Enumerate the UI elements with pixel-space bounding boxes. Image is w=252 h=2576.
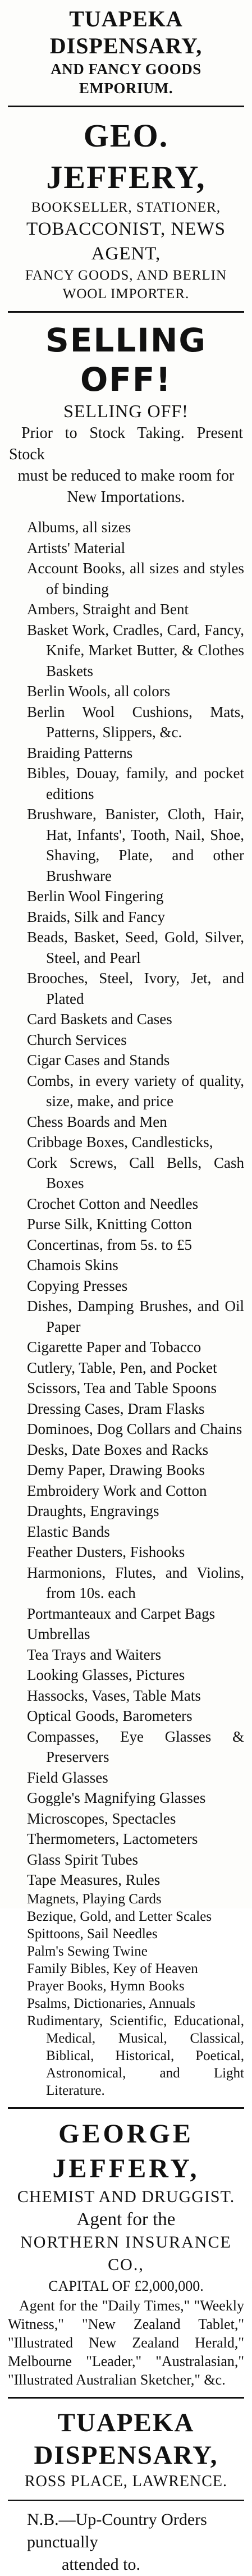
list-item: Looking Glasses, Pictures xyxy=(27,1666,185,1683)
list-item: Glass Spirit Tubes xyxy=(27,1851,139,1868)
list-item: Compasses, Eye Glasses & Preservers xyxy=(27,1728,244,1765)
list-item: Umbrellas xyxy=(27,1625,90,1642)
insurance-company: NORTHERN INSURANCE CO., xyxy=(20,2232,232,2274)
divider xyxy=(8,2397,244,2399)
list-item: Chess Boards and Men xyxy=(27,1113,167,1130)
agent-for-label: Agent for the xyxy=(76,2209,176,2230)
list-item: Artists' Material xyxy=(27,539,126,556)
list-item: Brooches, Steel, Ivory, Jet, and Plated xyxy=(27,970,244,1007)
list-item: Tea Trays and Waiters xyxy=(27,1646,162,1663)
list-item: Beads, Basket, Seed, Gold, Silver, Steel, and Pearl xyxy=(27,929,244,966)
sale-notice-line-2: must be reduced to make room for xyxy=(17,467,235,485)
list-item: Braids, Silk and Fancy xyxy=(27,908,165,925)
orders-note-line-1: N.B.—Up-Country Orders punctually xyxy=(27,2510,207,2551)
list-item: Portmanteaux and Carpet Bags xyxy=(27,1605,216,1622)
dispensary-title: TUAPEKA DISPENSARY, xyxy=(49,6,203,58)
business-line-2: TOBACCONIST, NEWS AGENT, xyxy=(26,219,226,264)
sale-notice-line-3: New Importations. xyxy=(67,488,185,506)
orders-note-line-2: attended to. xyxy=(62,2555,140,2574)
list-item: Family Bibles, Key of Heaven xyxy=(27,1961,198,1976)
divider xyxy=(8,2107,244,2109)
list-item: Demy Paper, Drawing Books xyxy=(27,1461,205,1478)
list-item: Microscopes, Spectacles xyxy=(27,1810,176,1827)
divider xyxy=(8,106,244,107)
list-item: Harmonions, Flutes, and Violins, from 10s. each xyxy=(27,1564,244,1601)
list-item: Card Baskets and Cases xyxy=(27,1011,172,1027)
list-item: Crochet Cotton and Needles xyxy=(27,1195,199,1212)
list-item: Dishes, Damping Brushes, and Oil Paper xyxy=(27,1298,244,1335)
list-item: Hassocks, Vases, Table Mats xyxy=(27,1687,201,1704)
list-item: Embroidery Work and Cotton xyxy=(27,1482,207,1499)
orders-note xyxy=(8,2509,244,2576)
list-item: Chamois Skins xyxy=(27,1257,118,1273)
list-item: Tape Measures, Rules xyxy=(27,1871,161,1888)
list-item: Braiding Patterns xyxy=(27,744,133,761)
list-item: Desks, Date Boxes and Racks xyxy=(27,1441,209,1458)
list-item: Albums, all sizes xyxy=(27,519,131,536)
list-item: Goggle's Magnifying Glasses xyxy=(27,1789,206,1806)
list-item: Field Glasses xyxy=(27,1769,108,1786)
footer-dispensary: TUAPEKA DISPENSARY, xyxy=(34,2408,218,2470)
list-item: Basket Work, Cradles, Card, Fancy, Knife, Market Butter, & Clothes Baskets xyxy=(27,621,244,679)
list-item: Combs, in every variety of quality, size, make, and price xyxy=(27,1072,244,1109)
insurance-capital: CAPITAL OF £2,000,000. xyxy=(48,2277,204,2294)
list-item: Bezique, Gold, and Letter Scales xyxy=(27,1908,212,1924)
list-item: Optical Goods, Barometers xyxy=(27,1707,193,1724)
list-item: Concertinas, from 5s. to £5 xyxy=(27,1236,192,1253)
goods-list xyxy=(8,517,244,2099)
list-item: Copying Presses xyxy=(27,1277,128,1294)
business-name: GEO. JEFFERY, xyxy=(46,117,206,195)
sale-notice-line-1: Prior to Stock Taking. Present Stock xyxy=(9,424,243,463)
list-item: Psalms, Dictionaries, Annuals xyxy=(27,1995,195,2011)
list-item: Magnets, Playing Cards xyxy=(27,1891,162,1907)
sale-headline: SELLING OFF! xyxy=(45,321,207,399)
list-item: Draughts, Engravings xyxy=(27,1502,159,1519)
list-item: Purse Silk, Knitting Cotton xyxy=(27,1216,193,1232)
divider xyxy=(8,2500,244,2501)
list-item: Cigarette Paper and Tobacco xyxy=(27,1339,201,1355)
list-item: Prayer Books, Hymn Books xyxy=(27,1978,185,1994)
list-item: Bibles, Douay, family, and pocket editions xyxy=(27,765,244,802)
list-item: Dressing Cases, Dram Flasks xyxy=(27,1400,205,1417)
list-item: Berlin Wools, all colors xyxy=(27,683,171,700)
newspaper-agency: Agent for the "Daily Times," "Weekly Witness," "New Zealand Tablet," "Illustrated New Zealand Herald," Melbourne "Leader," "Australasian," "Illustrated Australian Sketcher," &c. xyxy=(8,2297,244,2388)
list-item: Brushware, Banister, Cloth, Hair, Hat, Infants', Tooth, Nail, Shoe, Shaving, Plate, and other Brushware xyxy=(27,806,244,884)
list-item: Berlin Wool Cushions, Mats, Patterns, Slippers, &c. xyxy=(27,703,244,741)
list-item: Cigar Cases and Stands xyxy=(27,1052,170,1068)
sale-notice xyxy=(8,423,244,508)
list-item: Feather Dusters, Fishooks xyxy=(27,1543,185,1560)
proprietor-name: GEORGE JEFFERY, xyxy=(52,2118,200,2184)
business-line-3: FANCY GOODS, AND BERLIN xyxy=(25,268,227,283)
list-item: Cork Screws, Call Bells, Cash Boxes xyxy=(27,1154,244,1191)
proprietor-title: CHEMIST AND DRUGGIST. xyxy=(17,2187,235,2206)
list-item: Account Books, all sizes and styles of binding xyxy=(27,560,244,597)
sale-subhead: SELLING OFF! xyxy=(63,401,189,421)
list-item: Dominoes, Dog Collars and Chains xyxy=(27,1421,242,1437)
list-item: Scissors, Tea and Table Spoons xyxy=(27,1380,217,1396)
list-item: Thermometers, Lactometers xyxy=(27,1830,198,1847)
list-item: Cutlery, Table, Pen, and Pocket xyxy=(27,1359,217,1376)
list-item: Elastic Bands xyxy=(27,1523,110,1540)
list-item: Palm's Sewing Twine xyxy=(27,1943,148,1959)
divider xyxy=(8,311,244,313)
list-item: Cribbage Boxes, Candlesticks, xyxy=(27,1134,213,1150)
list-item: Rudimentary, Scientific, Educational, Medical, Musical, Classical, Biblical, Historical, Poetical, Astronomical, and Light Literature. xyxy=(27,2013,244,2098)
business-line-4: WOOL IMPORTER. xyxy=(62,286,190,302)
footer-address: ROSS PLACE, LAWRENCE. xyxy=(24,2472,227,2490)
list-item: Berlin Wool Fingering xyxy=(27,888,164,905)
emporium-subtitle: AND FANCY GOODS EMPORIUM. xyxy=(51,61,201,97)
list-item: Ambers, Straight and Bent xyxy=(27,601,189,618)
list-item: Church Services xyxy=(27,1031,127,1048)
business-line-1: BOOKSELLER, STATIONER, xyxy=(31,200,221,215)
list-item: Spittoons, Sail Needles xyxy=(27,1926,158,1942)
